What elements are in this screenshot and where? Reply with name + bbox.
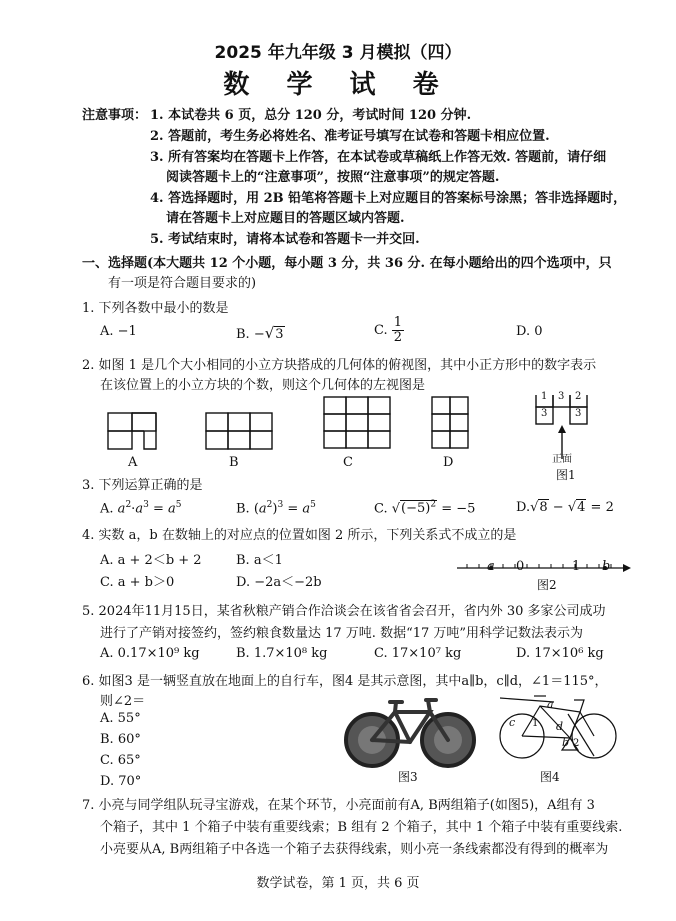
fig1-num-5: 3 [575, 408, 582, 419]
q5-line2: 进行了产销对接签约，签约粮食数量达 17 万吨. 数据“17 万吨”用科学记数法表示为 [100, 626, 584, 641]
q3-option-c: C. $√(-5)^2 = -5$ [374, 500, 476, 517]
q6-option-c: C. 65° [100, 753, 141, 768]
fig4-label-b: b [562, 736, 570, 749]
fig4-label-2: 2 [573, 738, 580, 749]
q5-option-b: B. 1.7×10⁸ kg [236, 646, 328, 661]
fig4-label-c: c [509, 716, 516, 729]
note-3: 3. 所有答案均在答题卡上作答，在本试卷或草稿纸上作答无效. 答题前，请仔细 [150, 150, 607, 165]
q1-option-c: C. $\frac{1}{2}$ [374, 315, 403, 345]
fig1-num-4: 3 [541, 408, 548, 419]
section1-heading-cont: 有一项是符合题目要求的) [108, 276, 257, 291]
axis-label-b: b [602, 559, 611, 574]
q1-option-d: D. 0 [516, 324, 543, 339]
note-4-cont: 请在答题卡上对应题目的答题区域内答题. [166, 211, 405, 226]
q4-option-a: A. a + 2＜b + 2 [100, 553, 202, 568]
q2-line1: 2. 如图 1 是几个大小相同的小立方块搭成的几何体的俯视图，其中小正方形中的数字表示 [82, 358, 597, 373]
q6-option-a: A. 55° [100, 711, 141, 726]
q7-line2: 个箱子，其中 1 个箱子中装有重要线索；B 组有 2 个箱子，其中 1 个箱子中装有重要线索. [100, 820, 623, 835]
q3-stem: 3. 下列运算正确的是 [82, 478, 203, 493]
exam-title: 2025 年九年级 3 月模拟（四） [214, 43, 462, 63]
fig1-num-3: 2 [575, 391, 582, 402]
fig4-label-1: 1 [532, 718, 539, 729]
q4-option-b: B. a＜1 [236, 553, 283, 568]
fig3-caption: 图3 [398, 770, 418, 784]
fig1-front-label: 正面 [552, 454, 572, 465]
fig1-caption: 图1 [556, 468, 576, 482]
fig1-num-1: 1 [541, 391, 548, 402]
notes-label: 注意事项： [82, 108, 148, 123]
q2-line2: 在该位置上的小立方块的个数，则这个几何体的左视图是 [100, 378, 426, 393]
q6-option-b: B. 60° [100, 732, 141, 747]
axis-label-1: 1 [572, 559, 581, 574]
q7-line1: 7. 小亮与同学组队玩寻宝游戏，在某个环节，小亮面前有A, B两组箱子(如图5)，A组有 3 [82, 798, 595, 813]
note-3-cont: 阅读答题卡上的“注意事项”，按照“注意事项”的规定答题. [166, 170, 500, 185]
q1-stem: 1. 下列各数中最小的数是 [82, 301, 229, 316]
q3-option-b: B. $(a^2)^3 = a^5$ [236, 500, 316, 517]
section1-heading: 一、选择题(本大题共 12 个小题，每小题 3 分，共 36 分. 在每小题给出的四个选项中，只 [82, 256, 612, 271]
q2-label-c: C [343, 455, 353, 470]
q3-option-d: D.√8 − √4 = 2 [516, 500, 614, 515]
fig4-label-a: a [547, 698, 554, 711]
q4-stem: 4. 实数 a，b 在数轴上的对应点的位置如图 2 所示，下列关系式不成立的是 [82, 528, 517, 543]
fig3-bicycle-image [340, 690, 480, 770]
q3-option-a: A. $a^2\cdot a^3 = a^5$ [100, 500, 182, 517]
q4-option-d: D. −2a＜−2b [236, 575, 322, 590]
q4-option-c: C. a + b＞0 [100, 575, 175, 590]
q1-option-b: B. −√3 [236, 324, 284, 342]
q7-line3: 小亮要从A, B两组箱子中各选一个箱子去获得线索，则小亮一条线索都没有得到的概率为 [100, 842, 609, 857]
q6-line2: 则∠2＝ [100, 694, 146, 709]
fig2-caption: 图2 [537, 578, 557, 592]
q5-option-c: C. 17×10⁷ kg [374, 646, 462, 661]
note-2: 2. 答题前，考生务必将姓名、准考证号填写在试卷和答题卡相应位置. [150, 129, 550, 144]
note-1: 1. 本试卷共 6 页，总分 120 分，考试时间 120 分钟. [150, 108, 472, 123]
q1-option-a: A. −1 [100, 324, 137, 339]
fig1-num-2: 3 [558, 391, 565, 402]
q5-option-a: A. 0.17×10⁹ kg [100, 646, 200, 661]
q5-option-d: D. 17×10⁶ kg [516, 646, 604, 661]
subject-title: 数 学 试 卷 [223, 70, 453, 100]
note-4: 4. 答选择题时，用 2B 铅笔将答题卡上对应题目的答案标号涂黑；答非选择题时， [150, 191, 627, 206]
fig4-label-d: d [556, 720, 564, 733]
q5-line1: 5. 2024年11月15日，某省秋粮产销合作洽谈会在该省省会召开，省内外 30 多家公司成功 [82, 604, 606, 619]
q6-option-d: D. 70° [100, 774, 142, 789]
q6-line1: 6. 如图3 是一辆竖直放在地面上的自行车，图4 是其示意图，其中a∥b，c∥d，∠1＝115°， [82, 674, 608, 689]
q2-label-d: D [443, 455, 454, 470]
q2-label-a: A [128, 455, 138, 470]
axis-label-a: a [487, 559, 495, 574]
fig4-caption: 图4 [540, 770, 560, 784]
axis-label-0: 0 [516, 559, 525, 574]
note-5: 5. 考试结束时，请将本试卷和答题卡一并交回. [150, 232, 420, 247]
q2-label-b: B [229, 455, 239, 470]
page-footer: 数学试卷，第 1 页，共 6 页 [256, 876, 420, 891]
